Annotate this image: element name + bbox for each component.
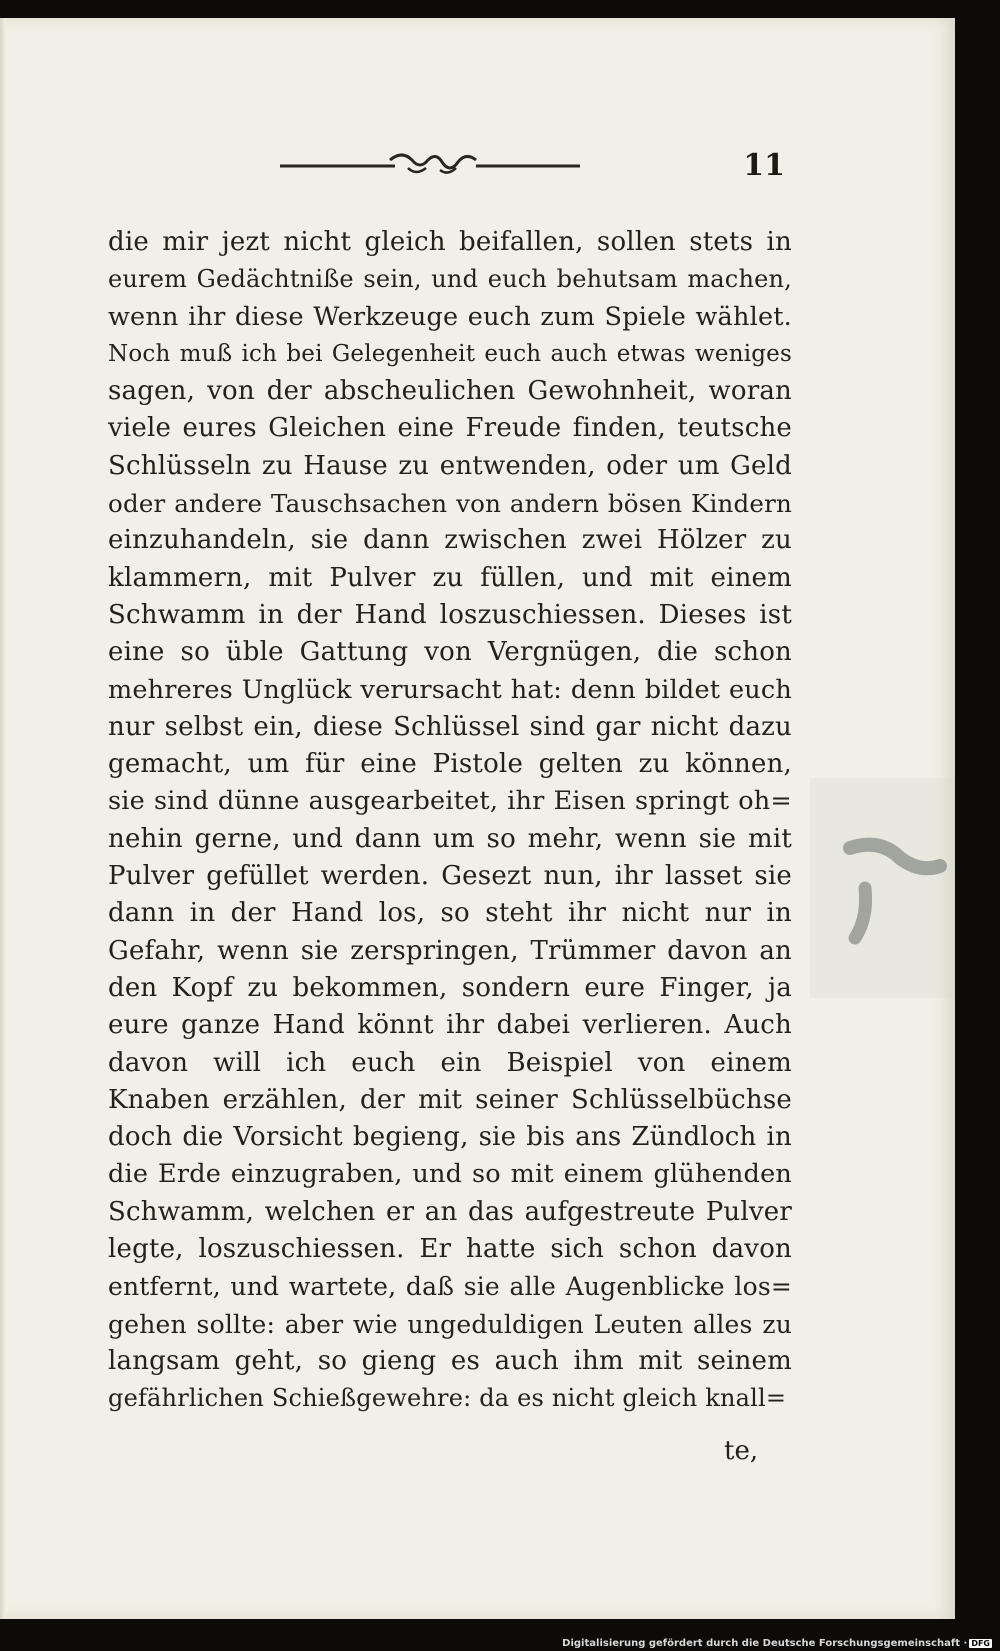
pencil-mark-icon xyxy=(840,828,950,958)
text-line: nur selbst ein, diese Schlüssel sind gar nicht dazu xyxy=(108,711,792,742)
text-line: gehen sollte: aber wie ungeduldigen Leuten alles zu xyxy=(108,1309,792,1339)
text-line: davon will ich euch ein Beispiel von einem xyxy=(108,1047,792,1078)
text-line: mehreres Unglück verursacht hat: denn bildet euch xyxy=(108,674,792,705)
text-line: wenn ihr diese Werkzeuge euch zum Spiele wählet. xyxy=(108,301,792,332)
digitization-credit xyxy=(562,1638,992,1649)
text-line: Schwamm, welchen er an das aufgestreute Pulver xyxy=(108,1196,792,1227)
text-line: gemacht, um für eine Pistole gelten zu können, xyxy=(108,749,792,780)
dfg-logo-badge: DFG xyxy=(971,1639,990,1648)
catchword: te, xyxy=(724,1436,759,1466)
text-line: die Erde einzugraben, und so mit einem glühenden xyxy=(108,1159,792,1190)
text-line: sie sind dünne ausgearbeitet, ihr Eisen springt oh= xyxy=(108,786,792,817)
text-line: den Kopf zu bekommen, sondern eure Finger, ja xyxy=(108,972,792,1003)
book-page xyxy=(0,18,955,1619)
text-line: eurem Gedächtniße sein, und euch behutsam machen, xyxy=(108,265,792,294)
text-line: entfernt, und wartete, daß sie alle Augenblicke los= xyxy=(108,1272,792,1302)
text-line: sagen, von der abscheulichen Gewohnheit, woran xyxy=(108,376,792,407)
text-line: einzuhandeln, sie dann zwischen zwei Hölzer zu xyxy=(108,525,792,556)
text-line: Pulver gefüllet werden. Gesezt nun, ihr lasset sie xyxy=(108,861,792,892)
page-header xyxy=(280,146,800,186)
text-line: klammern, mit Pulver zu füllen, und mit einem xyxy=(108,562,792,593)
text-line: oder andere Tauschsachen von andern bösen Kindern xyxy=(108,489,792,519)
ornamental-rule-icon xyxy=(280,146,600,186)
text-line: legte, loszuschiessen. Er hatte sich schon davon xyxy=(108,1234,792,1265)
text-line: Knaben erzählen, der mit seiner Schlüsselbüchse xyxy=(108,1084,792,1115)
text-line: gefährlichen Schießgewehre: da es nicht gleich knall= xyxy=(108,1384,787,1413)
text-line: dann in der Hand los, so steht ihr nicht nur in xyxy=(108,898,792,929)
page-number: 11 xyxy=(743,148,785,183)
text-line: langsam geht, so gieng es auch ihm mit seinem xyxy=(108,1345,792,1376)
text-line: eine so üble Gattung von Vergnügen, die schon xyxy=(108,637,792,668)
credit-text: Digitalisierung gefördert durch die Deutsche Forschungsgemeinschaft · xyxy=(562,1638,968,1649)
text-line: die mir jezt nicht gleich beifallen, sollen stets in xyxy=(108,227,792,257)
text-line: doch die Vorsicht begieng, sie bis ans Zündloch in xyxy=(108,1122,792,1153)
text-line: eure ganze Hand könnt ihr dabei verlieren. Auch xyxy=(108,1010,792,1041)
text-line: nehin gerne, und dann um so mehr, wenn sie mit xyxy=(108,823,792,854)
text-line: Noch muß ich bei Gelegenheit euch auch etwas weniges xyxy=(108,340,792,367)
body-text xyxy=(108,224,792,1418)
text-line: Gefahr, wenn sie zerspringen, Trümmer davon an xyxy=(108,935,792,966)
page-gutter-edge xyxy=(0,18,6,1619)
text-line: Schlüsseln zu Hause zu entwenden, oder um Geld xyxy=(108,450,792,481)
text-line: Schwamm in der Hand loszuschiessen. Dieses ist xyxy=(108,599,792,630)
text-line: viele eures Gleichen eine Freude finden, teutsche xyxy=(108,413,792,444)
